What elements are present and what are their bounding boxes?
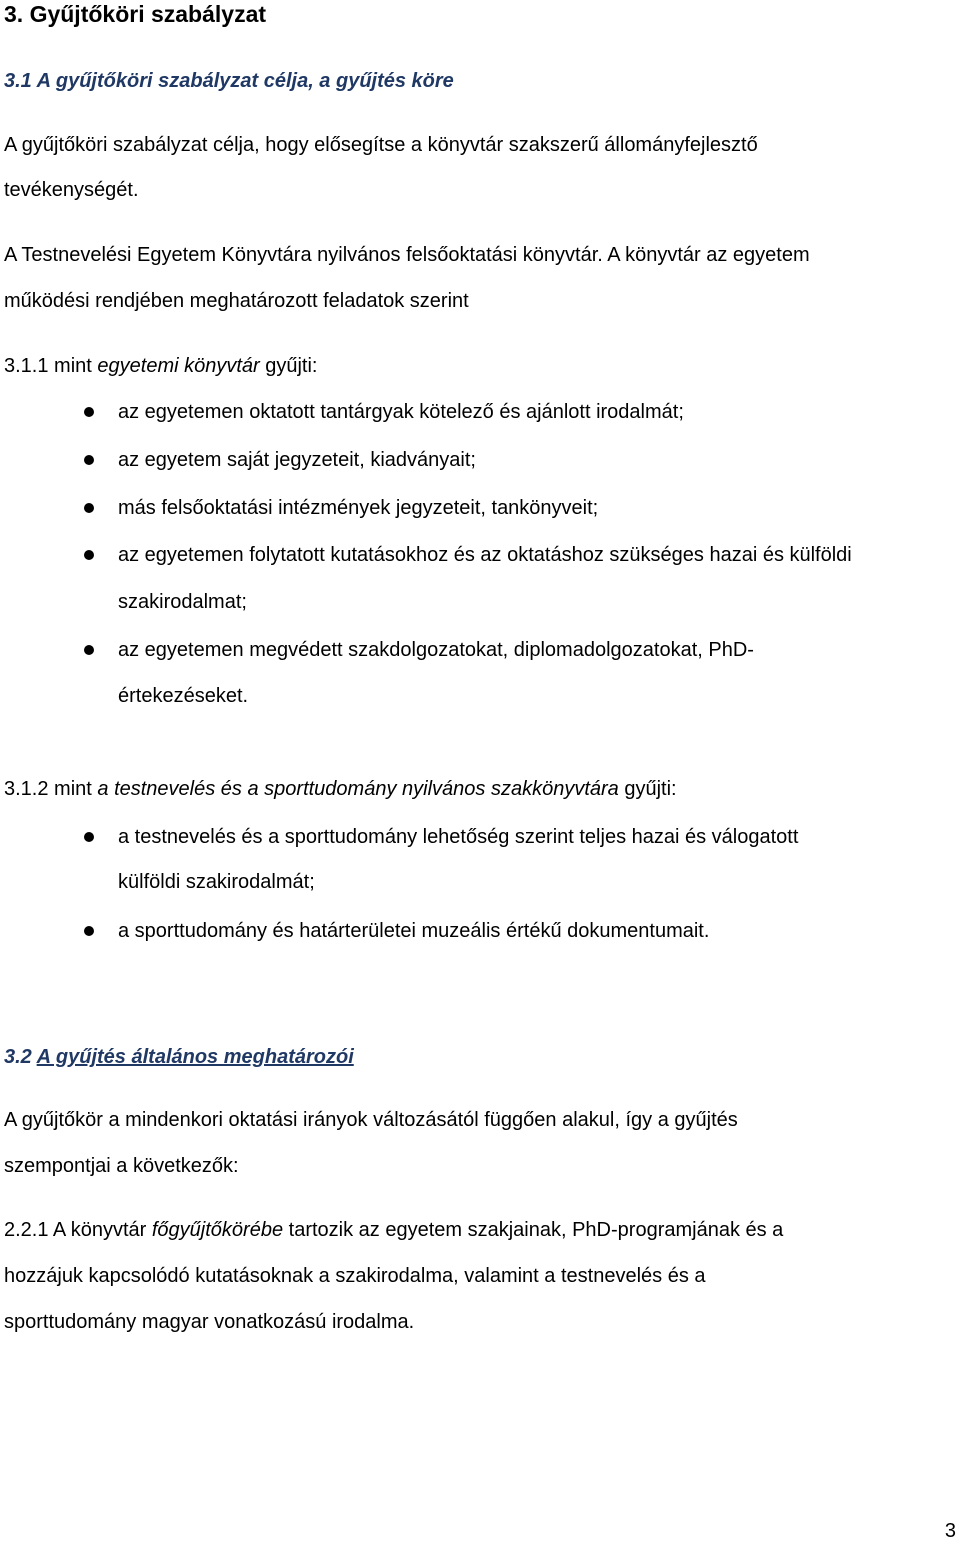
bullet-icon xyxy=(84,407,94,417)
subsection-emphasis: egyetemi könyvtár xyxy=(97,355,260,377)
section-number: 3.2 xyxy=(4,1046,32,1068)
paragraph-line: tevékenységét. xyxy=(4,179,139,201)
paragraph-line: A gyűjtőköri szabályzat célja, hogy elősegítse a könyvtár szakszerű állományfejlesztő xyxy=(4,134,758,156)
list-item: az egyetem saját jegyzeteit, kiadványait; xyxy=(118,449,476,471)
paragraph-line: működési rendjében meghatározott feladatok szerint xyxy=(4,290,469,312)
subsection-prefix: 3.1.1 mint xyxy=(4,355,98,377)
list-item: a testnevelés és a sporttudomány lehetőség szerint teljes hazai és válogatott xyxy=(118,826,799,848)
paragraph-line: sporttudomány magyar vonatkozású irodalma. xyxy=(4,1311,415,1333)
section-heading-3-1: 3.1 A gyűjtőköri szabályzat célja, a gyűjtés köre xyxy=(4,70,454,92)
paragraph-line: A gyűjtőkör a mindenkori oktatási irányok változásától függően alakul, így a gyűjtés xyxy=(4,1109,738,1131)
bullet-icon xyxy=(84,645,94,655)
list-item: az egyetemen megvédett szakdolgozatokat, diplomadolgozatokat, PhD- xyxy=(118,639,754,661)
list-item: más felsőoktatási intézmények jegyzeteit, tankönyveit; xyxy=(118,497,599,519)
paragraph-prefix: 2.2.1 A könyvtár xyxy=(4,1219,152,1241)
list-item-continuation: szakirodalmat; xyxy=(118,591,247,613)
paragraph-suffix: tartozik az egyetem szakjainak, PhD-programjának és a xyxy=(283,1219,784,1241)
list-item-continuation: értekezéseket. xyxy=(118,685,249,707)
subsection-3-1-1-intro xyxy=(4,354,318,378)
paragraph-emphasis: főgyűjtőkörébe xyxy=(151,1219,284,1241)
list-item: az egyetemen folytatott kutatásokhoz és az oktatáshoz szükséges hazai és külföldi xyxy=(118,544,852,566)
subsection-3-1-2-intro xyxy=(4,777,677,801)
subsection-prefix: 3.1.2 mint xyxy=(4,778,98,800)
paragraph-line: szempontjai a következők: xyxy=(4,1155,239,1177)
section-heading-3-2 xyxy=(4,1045,354,1069)
list-item: az egyetemen oktatott tantárgyak kötelező és ajánlott irodalmát; xyxy=(118,401,684,423)
bullet-icon xyxy=(84,550,94,560)
bullet-icon xyxy=(84,503,94,513)
page-number: 3 xyxy=(944,1520,956,1542)
list-item-continuation: külföldi szakirodalmát; xyxy=(118,871,315,893)
chapter-heading: 3. Gyűjtőköri szabályzat xyxy=(4,1,267,27)
paragraph-line: A Testnevelési Egyetem Könyvtára nyilvános felsőoktatási könyvtár. A könyvtár az egyetem xyxy=(4,244,810,266)
bullet-icon xyxy=(84,926,94,936)
paragraph-line: hozzájuk kapcsolódó kutatásoknak a szakirodalma, valamint a testnevelés és a xyxy=(4,1265,706,1287)
bullet-icon xyxy=(84,455,94,465)
list-item: a sporttudomány és határterületei muzeális értékű dokumentumait. xyxy=(118,920,710,942)
paragraph-2-2-1 xyxy=(4,1218,783,1242)
subsection-emphasis: a testnevelés és a sporttudomány nyilvános szakkönyvtára xyxy=(97,778,619,800)
bullet-icon xyxy=(84,832,94,842)
subsection-suffix: gyűjti: xyxy=(259,355,318,377)
section-title: A gyűjtés általános meghatározói xyxy=(36,1046,354,1068)
subsection-suffix: gyűjti: xyxy=(618,778,677,800)
